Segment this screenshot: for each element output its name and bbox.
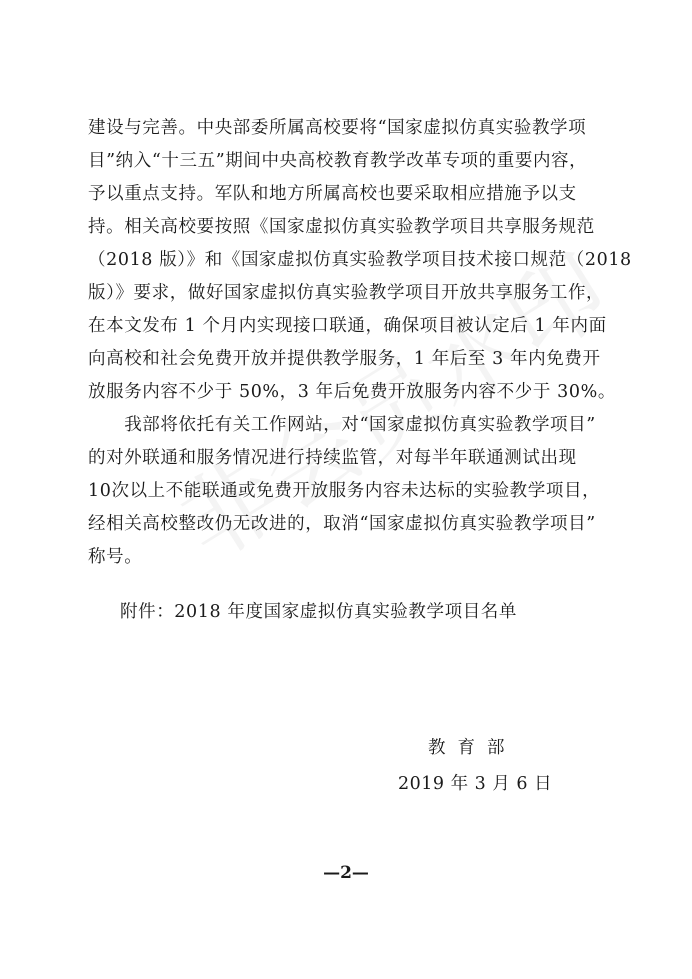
body-line: 在本文发布 1 个月内实现接口联通，确保项目被认定后 1 年内面 [88,316,607,336]
body-line: 版）》要求，做好国家虚拟仿真实验教学项目开放共享服务工作， [88,283,605,303]
body-line: 10次以上不能联通或免费开放服务内容未达标的实验教学项目， [88,481,601,501]
body-line: （2018 版）》和《国家虚拟仿真实验教学项目技术接口规范（2018 [88,250,632,270]
body-line: 放服务内容不少于 50%，3 年后免费开放服务内容不少于 30%。 [88,382,616,402]
signer: 教育部 [428,738,517,758]
page-number: —2— [323,863,369,883]
body-line: 持。相关高校要按照《国家虚拟仿真实验教学项目共享服务规范 [88,217,595,237]
body-line: 称号。 [88,547,143,567]
body-line: 的对外联通和服务情况进行持续监管，对每半年联通测试出现 [88,448,577,468]
body-line: 向高校和社会免费开放并提供教学服务，1 年后至 3 年内免费开 [88,349,601,369]
body-line: 经相关高校整改仍无改进的，取消“国家虚拟仿真实验教学项目” [88,514,596,534]
issue-date: 2019 年 3 月 6 日 [398,774,553,794]
body-line: 予以重点支持。军队和地方所属高校也要采取相应措施予以支 [88,184,577,204]
body-line: 目”纳入“十三五”期间中央高校教育教学改革专项的重要内容， [88,151,588,171]
attachment-note: 附件：2018 年度国家虚拟仿真实验教学项目名单 [120,602,517,622]
body-line: 建设与完善。中央部委所属高校要将“国家虚拟仿真实验教学项 [88,118,587,138]
body-text [88,112,632,574]
body-line: 我部将依托有关工作网站，对“国家虚拟仿真实验教学项目” [88,415,596,435]
